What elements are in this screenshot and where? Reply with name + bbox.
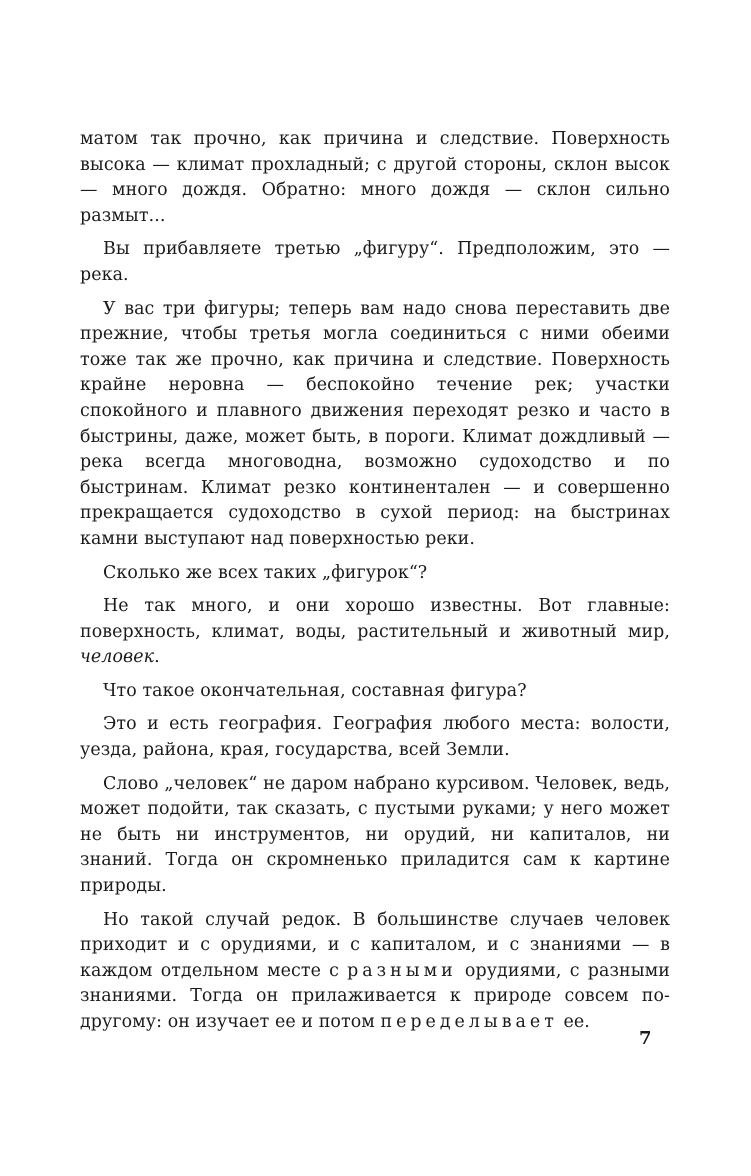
paragraph-3: У вас три фигуры; теперь вам надо снова переставить две прежние, чтобы третья могла соединиться с ними обеими тоже так же прочно, как причина и следствие. Поверхность крайне неровна — беспокойно течение рек; участки спокойного и плавного движения переходят резко и часто в быстрины, даже, может быть, в пороги. Климат дождливый — река всегда многоводна, возможно судоходство и по быстринам. Климат резко континентален — и совершенно прекращается судоходство в сухой период: на быстринах камни выступают над поверхностью реки. <box>80 298 670 549</box>
paragraph-1: матом так прочно, как причина и следствие. Поверхность высока — климат прохладный; с другой стороны, склон высок — много дождя. Обратно: много дождя — склон сильно размыт... <box>80 129 670 226</box>
spaced-word: переделывает <box>380 1012 558 1032</box>
paragraph-9-text-a: Но такой случай редок. В большинстве случаев человек приходит и с орудиями, и с капиталом, и с знаниями — в каждом отдельном месте с <box>80 909 670 981</box>
paragraph-9-text-b: орудиями, с разными знаниями. Тогда он прилаживается к природе совсем по-другому: он изучает ее и потом <box>80 960 670 1032</box>
paragraph-7: Это и есть география. География любого места: волости, уезда, района, края, государства, всей Земли. <box>80 714 670 761</box>
page-number: 7 <box>639 1028 652 1049</box>
paragraph-5-text: Не так много, и они хорошо известны. Вот главные: поверхность, климат, воды, растительный и животный мир, <box>80 596 670 642</box>
paragraph-8: Слово „человек“ не даром набрано курсивом. Человек, ведь, может подойти, так сказать, с пустыми руками; у него может не быть ни инструментов, ни орудий, ни капиталов, ни знаний. Тогда он скромненько приладится сам к картине природы. <box>80 773 670 897</box>
paragraph-4: Сколько же всех таких „фигурок“? <box>103 562 428 583</box>
italic-word: человек <box>80 647 155 668</box>
paragraph-5 <box>80 594 670 671</box>
paragraph-2: Вы прибавляете третью „фигуру“. Предположим, это — река. <box>80 239 670 285</box>
paragraph-5-end: . <box>154 647 160 668</box>
spaced-word: разными <box>347 960 457 981</box>
paragraph-9 <box>80 908 670 1036</box>
page-body <box>80 127 670 1044</box>
paragraph-9-text-c: ее. <box>557 1012 590 1032</box>
paragraph-6: Что такое окончательная, составная фигура? <box>103 680 527 701</box>
